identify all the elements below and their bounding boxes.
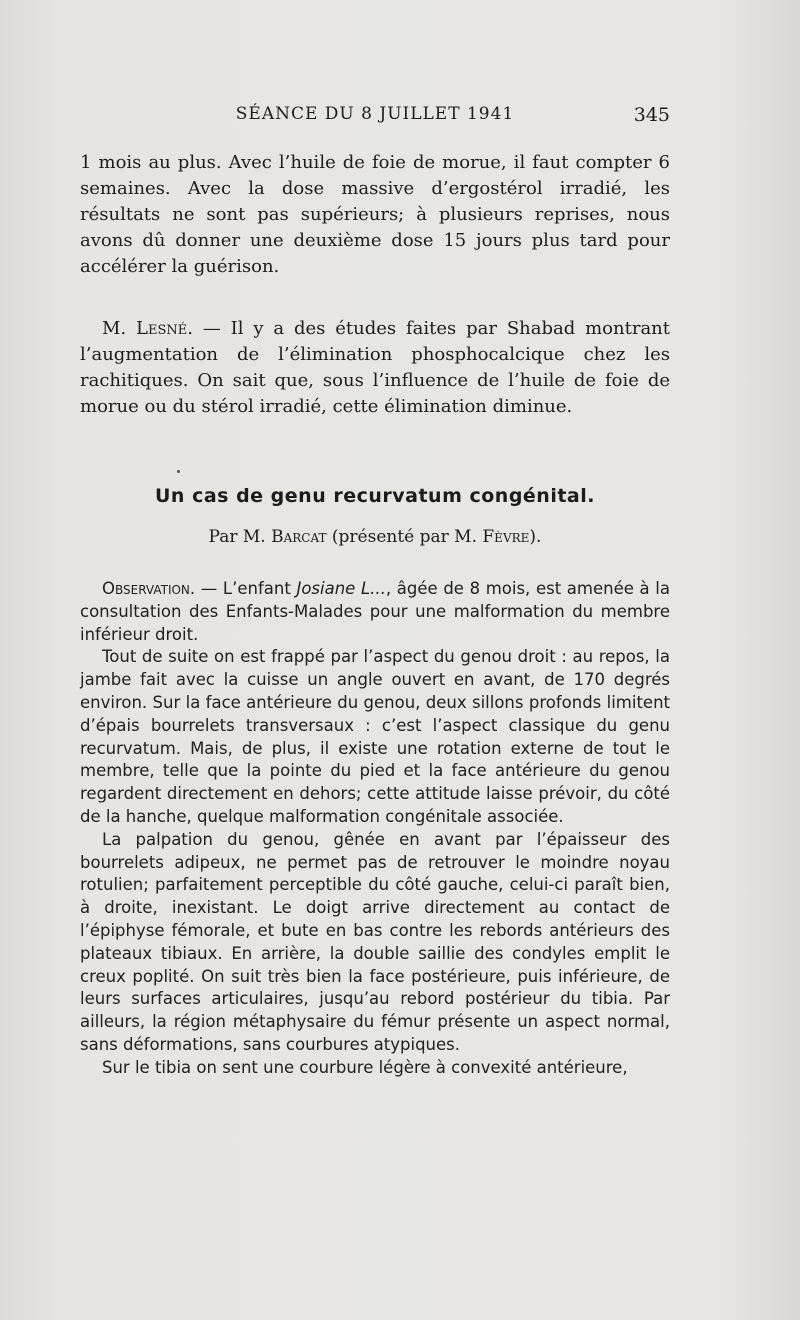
byline-prefix: Par M. bbox=[208, 527, 272, 547]
paragraph-4: Tout de suite on est frappé par l’aspect du genou droit : au repos, la jambe fait avec la cuisse un angle ouvert en avant, de 170 degrés environ. Sur la face antérieure du genou, deux sillons profonds limitent d’épais bourrelets transversaux : c’est l’aspect classique du genu recurvatum. Mais, de plus, il existe une rotation externe de tout le membre, telle que la pointe du pied et la face antérieure du genou regardent directement en dehors; cette attitude laisse prévoir, du côté de la hanche, quelque malformation congénitale associée. bbox=[80, 647, 670, 826]
patient-name: Josiane L... bbox=[296, 579, 386, 598]
article-byline bbox=[80, 527, 670, 547]
paragraph-1: 1 mois au plus. Avec l’huile de foie de morue, il faut compter 6 semaines. Avec la dose massive d’ergostérol irradié, les résultats ne sont pas supérieurs; à plusieurs reprises, nous avons dû donner une deuxième dose 15 jours plus tard pour accélérer la guérison. bbox=[80, 152, 670, 277]
paragraph-6: Sur le tibia on sent une courbure légère à convexité antérieure, bbox=[102, 1057, 628, 1077]
presenter-name: Fèvre bbox=[482, 527, 530, 547]
stray-mark bbox=[177, 470, 180, 473]
paragraph-2 bbox=[80, 316, 670, 420]
byline-middle: (présenté par M. bbox=[326, 527, 483, 547]
article-title: Un cas de genu recurvatum congénital. bbox=[155, 485, 595, 507]
author-name: Barcat bbox=[271, 527, 327, 547]
observation-text: , âgée de 8 mois, est amenée à la consultation des Enfants-Malades pour une malformation du membre inférieur droit. bbox=[80, 579, 670, 644]
observation-paragraph bbox=[80, 578, 670, 646]
byline-suffix: ). bbox=[529, 527, 542, 547]
paragraph-5: La palpation du genou, gênée en avant par l’épaisseur des bourrelets adipeux, ne permet pas de retrouver le moindre noyau rotulien; parfaitement perceptible du côté gauche, celui-ci paraît bien, à droite, inexistant. Le doigt arrive directement au contact de l’épiphyse fémorale, et bute en bas contre les rebords antérieurs des plateaux tibiaux. En arrière, la double saillie des condyles emplit le creux poplité. On suit très bien la face postérieure, puis inférieure, de leurs surfaces articulaires, jusqu’au rebord postérieur du tibia. Par ailleurs, la région métaphysaire du fémur présente un aspect normal, sans déformations, sans courbures atypiques. bbox=[80, 829, 670, 1054]
running-head bbox=[80, 104, 670, 134]
article-body bbox=[80, 578, 670, 1080]
page-number: 345 bbox=[633, 104, 670, 126]
observation-label: Observation. bbox=[102, 579, 196, 598]
discussion-block bbox=[80, 316, 670, 420]
paragraph-continuation bbox=[80, 150, 670, 280]
running-title: SÉANCE DU 8 JUILLET 1941 bbox=[235, 104, 515, 124]
speaker-name: M. Lesné. bbox=[102, 318, 193, 339]
paragraph-2-text: — Il y a des études faites par Shabad montrant l’augmentation de l’élimination phosphocalcique chez les rachitiques. On sait que, sous l’influence de l’huile de foie de morue ou du stérol irradié, cette élimination diminue. bbox=[80, 318, 671, 417]
observation-dash: — L’enfant bbox=[195, 579, 297, 598]
